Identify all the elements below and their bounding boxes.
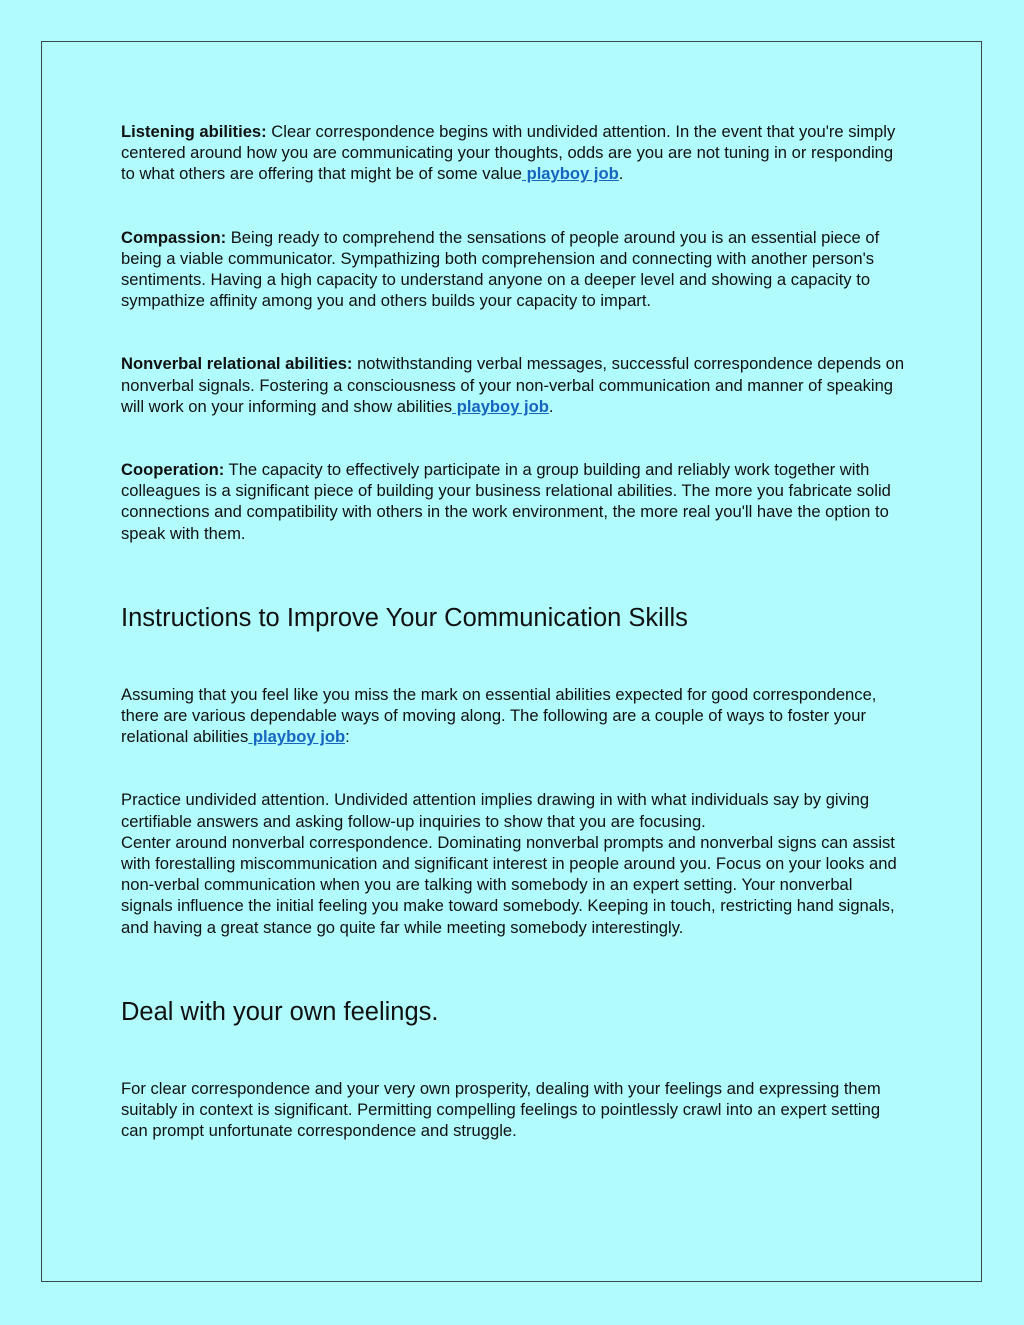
tip-undivided-attention: Practice undivided attention. Undivided attention implies drawing in with what individuals say by giving certifiable answers and asking follow-up inquiries to show that you are focusing.: [121, 790, 870, 831]
text-listening-abilities: Clear correspondence begins with undivided attention. In the event that you're simply centered around how you are communicating your thoughts, odds are you are not tuning in or responding to what others are offering that might be of some value: [121, 122, 896, 184]
paragraph-cooperation: [121, 459, 906, 544]
heading-cooperation: Cooperation:: [121, 460, 225, 480]
text-cooperation: The capacity to effectively participate in a group building and reliably work together with colleagues is a significant piece of building your business relational abilities. The more you fabricate solid connections and compatibility with others in the work environment, the more real you'll have the option to speak with them.: [121, 460, 891, 543]
heading-feelings: Deal with your own feelings.: [121, 997, 439, 1026]
document-content: [121, 121, 906, 1141]
heading-listening-abilities: Listening abilities:: [121, 122, 267, 141]
paragraph-feelings: For clear correspondence and your very own prosperity, dealing with your feelings and expressing them suitably in context is significant. Permitting compelling feelings to pointlessly crawl into an expert setting can prompt unfortunate correspondence and struggle.: [121, 1078, 881, 1141]
paragraph-compassion: [121, 227, 906, 312]
paragraph-nonverbal-abilities: [121, 353, 906, 417]
paragraph-instructions-intro: [121, 684, 906, 748]
instructions-tips: [121, 789, 906, 937]
tip-nonverbal-correspondence: Center around nonverbal correspondence. Dominating nonverbal prompts and nonverbal signs can assist with forestalling miscommunication and significant interest in people around you. Focus on your looks and non-verbal communication when you are talking with somebody in an expert setting. Your nonverbal signals influence the initial feeling you make toward somebody. Keeping in touch, restricting hand signals, and having a great stance go quite far while meeting somebody interestingly.: [121, 832, 897, 937]
text-compassion: Being ready to comprehend the sensations of people around you is an essential piece of being a viable communicator. Sympathizing both comprehension and connecting with another person's sentiments. Having a high capacity to understand anyone on a deeper level and showing a capacity to sympathize affinity among you and others builds your capacity to impart.: [121, 227, 880, 311]
text-instructions-intro: Assuming that you feel like you miss the mark on essential abilities expected for good correspondence, there are various dependable ways of moving along. The following are a couple of ways to foster your relational abilities: [121, 684, 877, 747]
heading-nonverbal-abilities: Nonverbal relational abilities:: [121, 354, 353, 374]
heading-instructions: Instructions to Improve Your Communication Skills: [121, 603, 688, 632]
playboy-job-link-1[interactable]: playboy job: [521, 164, 619, 184]
punctuation: .: [618, 164, 624, 184]
playboy-job-link-3[interactable]: playboy job: [248, 727, 346, 747]
playboy-job-link-2[interactable]: playboy job: [452, 396, 549, 416]
text-nonverbal-abilities: notwithstanding verbal messages, successful correspondence depends on nonverbal signals. Fostering a consciousness of your non-verbal communication and manner of speaking will work on your informing and show abilities: [121, 354, 905, 416]
paragraph-listening-abilities: [121, 121, 906, 185]
heading-compassion: Compassion:: [121, 227, 227, 247]
punctuation: .: [548, 396, 554, 416]
punctuation: :: [345, 727, 350, 747]
